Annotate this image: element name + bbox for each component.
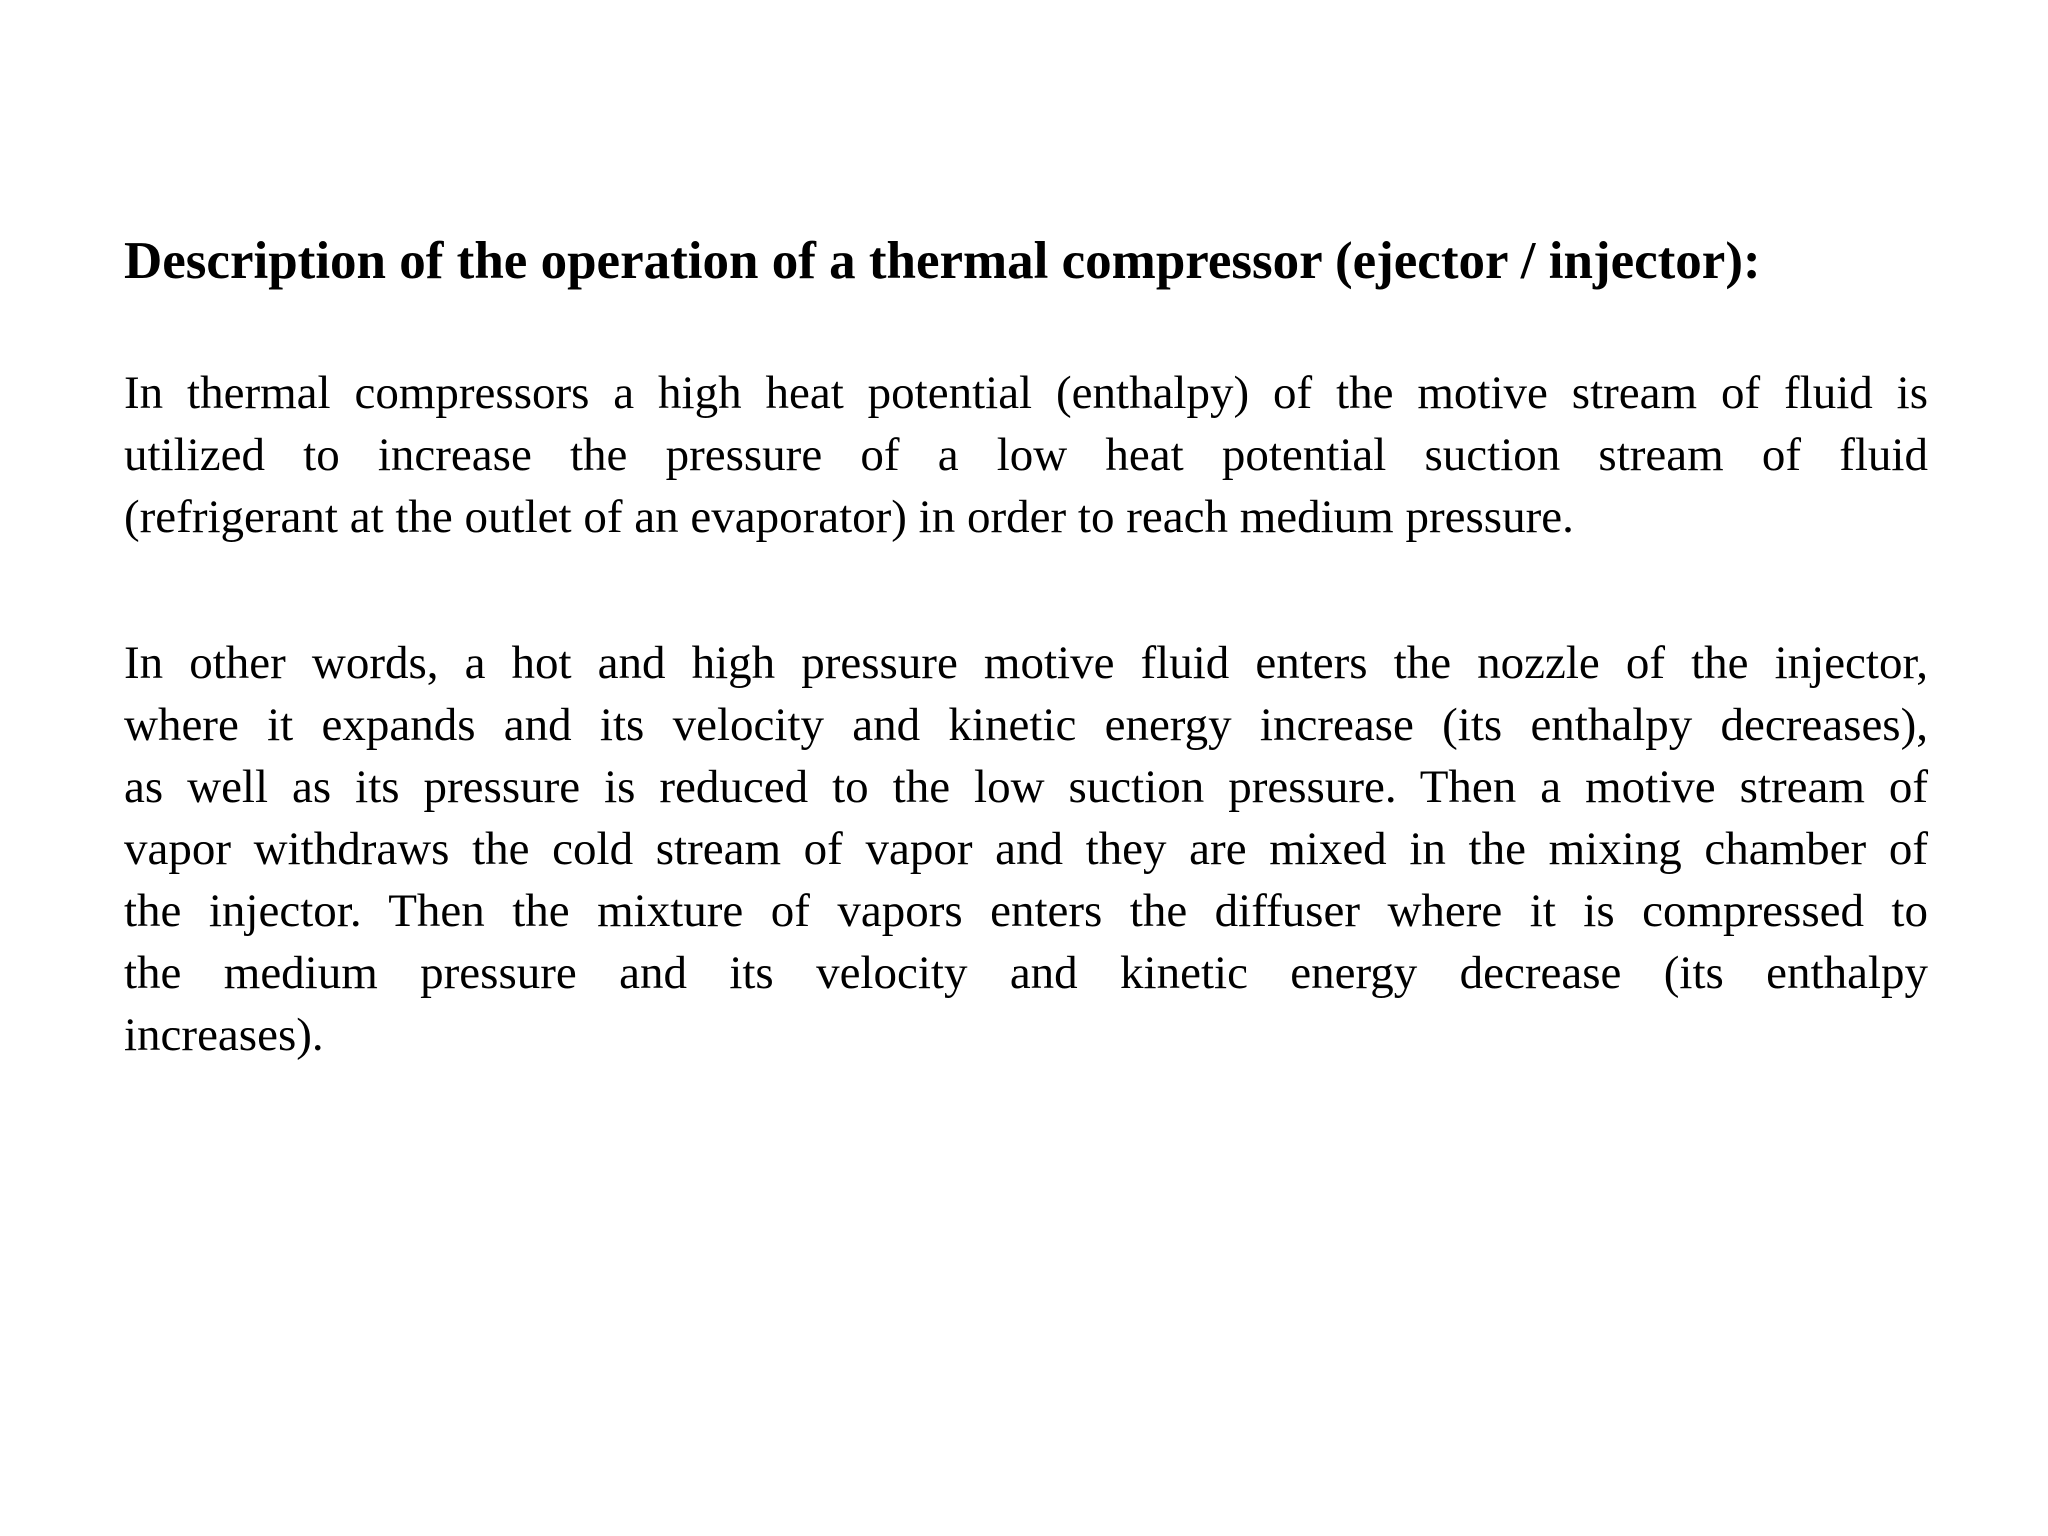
paragraph-line: the medium pressure and its velocity and kinetic energy decrease (its enthalpy [124, 947, 1928, 999]
document-heading: Description of the operation of a thermal compressor (ejector / injector): [124, 232, 1761, 290]
paragraph-line: increases). [124, 1009, 324, 1061]
paragraph-injector-operation [124, 632, 1928, 1066]
paragraph-line: utilized to increase the pressure of a low heat potential suction stream of fluid [124, 429, 1928, 481]
paragraph-line: In other words, a hot and high pressure motive fluid enters the nozzle of the injector, [124, 637, 1928, 689]
paragraph-line: In thermal compressors a high heat potential (enthalpy) of the motive stream of fluid is [124, 367, 1928, 419]
paragraph-line: as well as its pressure is reduced to the low suction pressure. Then a motive stream of [124, 761, 1928, 813]
paragraph-line: the injector. Then the mixture of vapors enters the diffuser where it is compressed to [124, 885, 1928, 937]
paragraph-line: where it expands and its velocity and kinetic energy increase (its enthalpy decreases), [124, 699, 1928, 751]
paragraph-line: (refrigerant at the outlet of an evaporator) in order to reach medium pressure. [124, 491, 1574, 543]
document-body [124, 226, 1928, 1066]
paragraph-thermal-compressors [124, 362, 1928, 548]
paragraph-line: vapor withdraws the cold stream of vapor and they are mixed in the mixing chamber of [124, 823, 1928, 875]
